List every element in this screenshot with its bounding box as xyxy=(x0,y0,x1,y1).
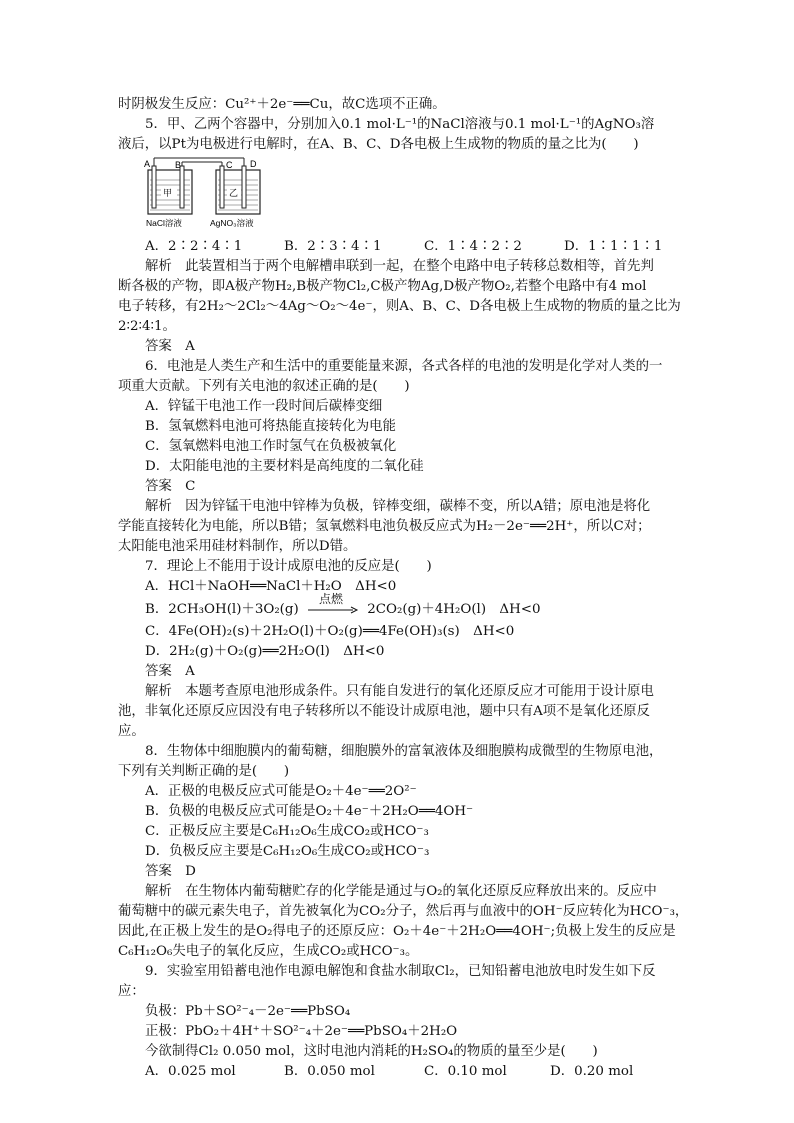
option-b: B．0.050 mol xyxy=(284,1064,375,1079)
electrode-label-b: B xyxy=(175,160,182,170)
caption-agno3: AgNO₃溶液 xyxy=(210,218,254,228)
analysis-text: 解析 本题考查原电池形成条件。只有能自发进行的氧化还原反应才可能用于设计原电 xyxy=(145,684,654,699)
analysis-text: 解析 在生物体内葡萄糖贮存的化学能是通过与O₂的氧化还原反应释放出来的。反应中 xyxy=(145,884,657,899)
option-a: A．锌锰干电池工作一段时间后碳棒变细 xyxy=(145,399,383,414)
caption-nacl: NaCl溶液 xyxy=(146,218,182,228)
text-line: 2∶2∶4∶1。 xyxy=(118,319,176,334)
text-line: 学能直接转化为电能，所以B错；氢氧燃料电池负极反应式为H₂－2e⁻══2H⁺，所以C对； xyxy=(118,519,651,534)
positive-electrode-equation: 正极：PbO₂＋4H⁺＋SO²⁻₄＋2e⁻══PbSO₄＋2H₂O xyxy=(145,1024,458,1039)
electrode-label-d: D xyxy=(250,159,257,169)
option-b: B．氢氧燃料电池可将热能直接转化为电能 xyxy=(145,419,396,434)
option-d: D．1∶1∶1∶1 xyxy=(564,239,663,254)
text-line: 应： xyxy=(118,984,145,999)
reaction-products: 2CO₂(g)＋4H₂O(l) ΔH<0 xyxy=(367,602,541,617)
reaction-reactants: B．2CH₃OH(l)＋3O₂(g) xyxy=(145,602,299,617)
answer-text: 答案 C xyxy=(145,479,196,494)
text-line: 断各极的产物，即A极产物H₂,B极产物Cl₂,C极产物Ag,D极产物O₂,若整个电路中有4 mol xyxy=(118,279,647,294)
question-9: 9．实验室用铅蓄电池作电源电解饱和食盐水制取Cl₂，已知铅蓄电池放电时发生如下反 xyxy=(145,964,656,979)
analysis-text: 解析 因为锌锰干电池中锌棒为负极，锌棒变细，碳棒不变，所以A错；原电池是将化 xyxy=(145,499,651,514)
option-d: D．2H₂(g)＋O₂(g)══2H₂O(l) ΔH<0 xyxy=(145,644,385,659)
text-line: 今欲制得Cl₂ 0.050 mol，这时电池内消耗的H₂SO₄的物质的量至少是( ) xyxy=(145,1044,598,1059)
text-line: 项重大贡献。下列有关电池的叙述正确的是( ) xyxy=(118,379,410,394)
option-a: A．0.025 mol xyxy=(145,1064,236,1079)
option-a: A．HCl＋NaOH══NaCl＋H₂O ΔH<0 xyxy=(145,579,397,594)
option-d: D．0.20 mol xyxy=(550,1064,634,1079)
answer-text: 答案 D xyxy=(145,864,196,879)
option-c: C．0.10 mol xyxy=(424,1064,507,1079)
analysis-text: 解析 此装置相当于两个电解槽串联到一起，在整个电路中电子转移总数相等，首先判 xyxy=(145,259,654,274)
option-b: B．负极的电极反应式可能是O₂＋4e⁻＋2H₂O══4OH⁻ xyxy=(145,804,474,819)
text-line: 液后，以Pt为电极进行电解时，在A、B、C、D各电极上生成物的物质的量之比为( ) xyxy=(118,137,639,152)
text-line: 因此,在正极上发生的是O₂得电子的还原反应：O₂＋4e⁻＋2H₂O══4OH⁻;负极上发生的反应是 xyxy=(118,924,676,939)
question-8: 8．生物体中细胞膜内的葡萄糖，细胞膜外的富氧液体及细胞膜构成微型的生物原电池， xyxy=(145,744,663,759)
answer-text: 答案 A xyxy=(145,664,195,679)
option-c: C．氢氧燃料电池工作时氢气在负极被氧化 xyxy=(145,439,397,454)
text-line: 电子转移，有2H₂～2Cl₂～4Ag～O₂～4e⁻，则A、B、C、D各电极上生成物的物质的量之比为 xyxy=(118,299,681,314)
option-b: B．2∶3∶4∶1 xyxy=(284,239,382,254)
text-line: 应。 xyxy=(118,724,145,739)
negative-electrode-equation: 负极：Pb＋SO²⁻₄－2e⁻══PbSO₄ xyxy=(145,1004,351,1019)
option-d: D．负极反应主要是C₆H₁₂O₆生成CO₂或HCO⁻₃ xyxy=(145,844,430,859)
option-c: C．正极反应主要是C₆H₁₂O₆生成CO₂或HCO⁻₃ xyxy=(145,824,429,839)
electrolysis-diagram xyxy=(140,154,280,234)
question-7: 7．理论上不能用于设计成原电池的反应是( ) xyxy=(145,559,432,574)
electrode-label-a: A xyxy=(144,159,151,169)
text-line: C₆H₁₂O₆失电子的氧化反应，生成CO₂或HCO⁻₃。 xyxy=(118,944,419,959)
text-line: 下列有关判断正确的是( ) xyxy=(118,764,290,779)
option-a: A．2∶2∶4∶1 xyxy=(145,239,243,254)
arrow-icon xyxy=(307,605,359,615)
option-b xyxy=(145,591,541,620)
electrode-label-c: C xyxy=(226,160,233,170)
option-c: C．4Fe(OH)₂(s)＋2H₂O(l)＋O₂(g)══4Fe(OH)₃(s) ΔH<0 xyxy=(145,624,515,639)
option-d: D．太阳能电池的主要材料是高纯度的二氧化硅 xyxy=(145,459,424,474)
reaction-arrow xyxy=(307,591,359,617)
text-line: 时阴极发生反应：Cu²⁺＋2e⁻══Cu，故C选项不正确。 xyxy=(118,97,446,112)
vessel-label-jia: 甲 xyxy=(163,188,173,198)
question-6: 6．电池是人类生产和生活中的重要能量来源，各式各样的电池的发明是化学对人类的一 xyxy=(145,359,663,374)
reaction-condition: 点燃 xyxy=(318,591,343,606)
vessel-label-yi: 乙 xyxy=(229,188,239,198)
option-a: A．正极的电极反应式可能是O₂＋4e⁻══2O²⁻ xyxy=(145,784,417,799)
question-5: 5．甲、乙两个容器中，分别加入0.1 mol·L⁻¹的NaCl溶液与0.1 mol·L⁻¹的AgNO₃溶 xyxy=(145,117,655,132)
text-line: 葡萄糖中的碳元素失电子，首先被氧化为CO₂分子，然后再与血液中的OH⁻反应转化为HCO⁻₃， xyxy=(118,904,689,919)
option-c: C．1∶4∶2∶2 xyxy=(424,239,522,254)
text-line: 太阳能电池采用硅材料制作，所以D错。 xyxy=(118,539,357,554)
answer-text: 答案 A xyxy=(145,339,195,354)
text-line: 池，非氧化还原反应因没有电子转移所以不能设计成原电池，题中只有A项不是氧化还原反 xyxy=(118,704,650,719)
